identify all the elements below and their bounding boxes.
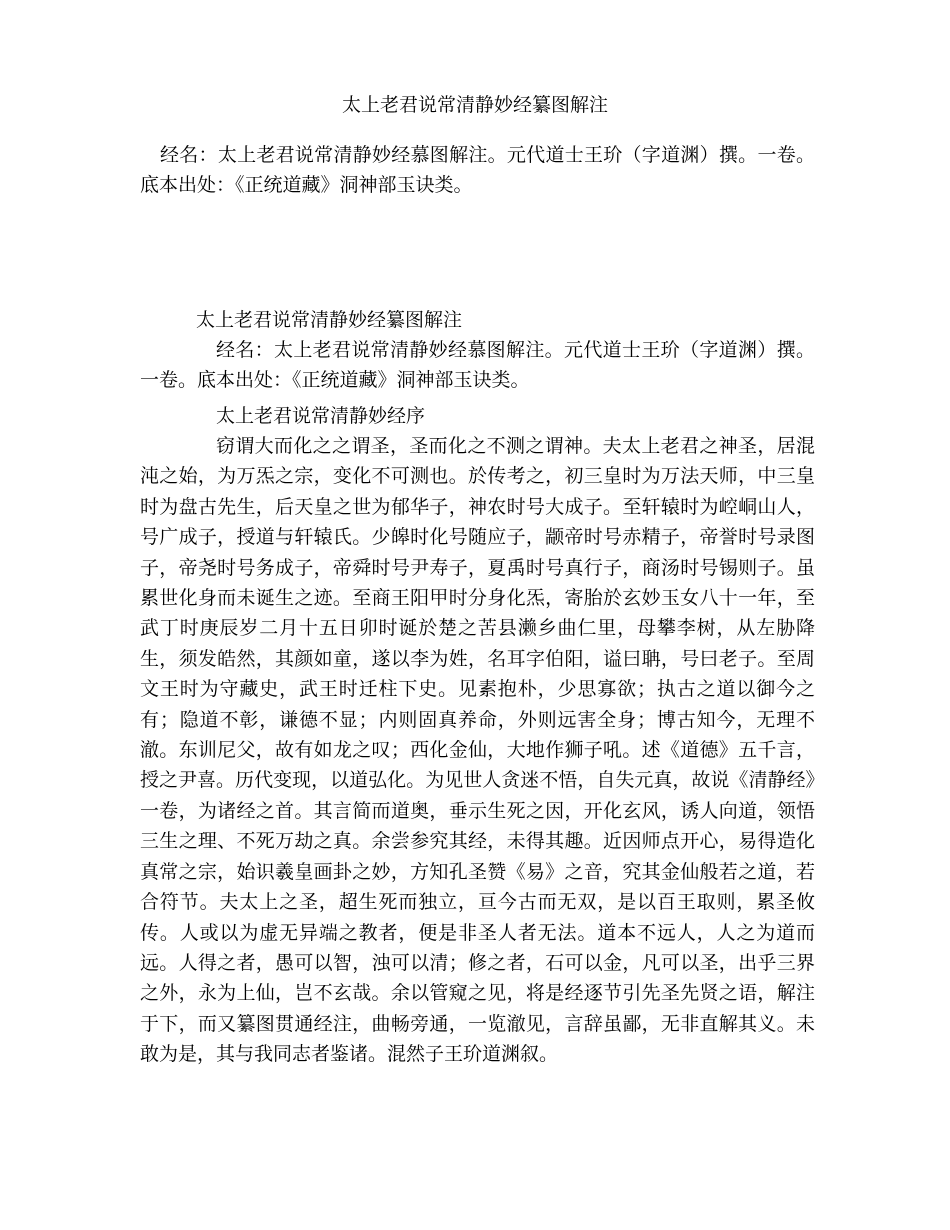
document-metadata bbox=[140, 140, 815, 200]
section-metadata: 经名：太上老君说常清静妙经慕图解注。元代道士王玠（字道渊）撰。一卷。底本出处：《正统道藏》洞神部玉诀类。 bbox=[140, 339, 815, 391]
document-title: 太上老君说常清静妙经纂图解注 bbox=[341, 94, 608, 116]
preface-body: 窃谓大而化之之谓圣，圣而化之不测之谓神。夫太上老君之神圣，居混沌之始，为万炁之宗，变化不可测也。於传考之，初三皇时为万法天师，中三皇时为盘古先生，后天皇之世为郁华子，神农时号大成子。至轩辕时为崆峒山人，号广成子，授道与轩辕氏。少皞时化号随应子，颛帝时号赤精子，帝誉时号录图子，帝尧时号务成子，帝舜时号尹寿子，夏禹时号真行子，商汤时号锡则子。虽累世化身而未诞生之迹。至商王阳甲时分身化炁，寄胎於玄妙玉女八十一年，至武丁时庚辰岁二月十五日卯时诞於楚之苦县濑乡曲仁里，母攀李树，从左胁降生，须发皓然，其颜如童，遂以李为姓，名耳字伯阳，谥曰聃，号曰老子。至周文王时为守藏史，武王时迁柱下史。见素抱朴，少思寡欲；执古之道以御今之有；隐道不彰，谦德不显；内则固真养命，外则远害全身；博古知今，无理不澈。东训尼父，故有如龙之叹；西化金仙，大地作狮子吼。述《道德》五千言，授之尹喜。历代变现，以道弘化。为见世人贪迷不悟，自失元真，故说《清静经》一卷，为诸经之首。其言简而道奥，垂示生死之因，开化玄风，诱人向道，领悟三生之理、不死万劫之真。余尝参究其经，未得其趣。近因师点开心，易得造化真常之宗，始识羲皇画卦之妙，方知孔圣赞《易》之音，究其金仙般若之道，若合符节。夫太上之圣，超生死而独立，亘今古而无双，是以百王取则，累圣攸传。人或以为虚无异端之教者，便是非圣人者无法。道本不远人，人之为道而远。人得之者，愚可以智，浊可以清；修之者，石可以金，凡可以圣，出乎三界之外，永为上仙，岂不玄哉。余以管窥之见，将是经逐节引先圣先贤之语，解注于下，而又纂图贯通经注，曲畅旁通，一览澈见，言辞虽鄙，无非直解其义。未敢为是，其与我同志者鉴诸。混然子王玠道渊叙。 bbox=[140, 435, 815, 1066]
metadata-text: 经名：太上老君说常清静妙经慕图解注。元代道士王玠（字道渊）撰。一卷。底本出处：《正统道藏》洞神部玉诀类。 bbox=[140, 144, 815, 196]
section-title: 太上老君说常清静妙经纂图解注 bbox=[196, 309, 463, 331]
document-section bbox=[140, 305, 815, 1070]
preface-title: 太上老君说常清静妙经序 bbox=[216, 405, 426, 427]
